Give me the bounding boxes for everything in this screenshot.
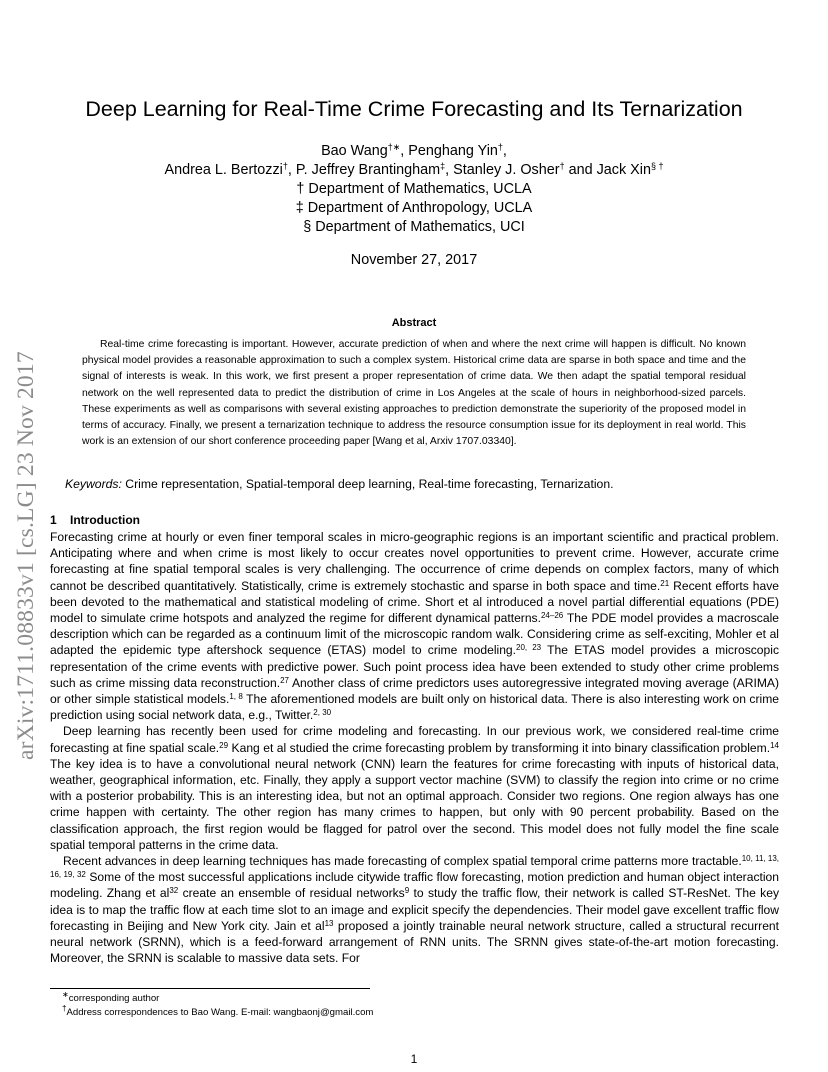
citation-reference: 24–26	[540, 611, 564, 621]
affiliation-mark: †	[497, 142, 503, 152]
footnote-correspondence-address	[62, 1006, 373, 1020]
affiliation-ucla-anthropology: ‡ Department of Anthropology, UCLA	[295, 200, 533, 216]
citation-reference: 29	[219, 740, 229, 750]
text-run: Some of the most successful applications include citywide traffic flow forecasting, motion prediction and human object interaction modeling. Zhang et al	[50, 870, 779, 901]
affiliation-mark: ‡	[440, 161, 446, 171]
author-name: Jack Xin	[596, 162, 651, 178]
arxiv-identifier-stamp: arXiv:1711.08833v1 [cs.LG] 23 Nov 2017	[13, 351, 39, 760]
section-title: Introduction	[70, 513, 140, 527]
text-run: Another class of crime predictors uses autoregressive integrated moving average (ARIMA) or other simple statistical models.	[50, 675, 780, 707]
section-heading-introduction	[50, 513, 140, 527]
footnote-text: Address correspondences to Bao Wang. E-mail: wangbaonj@gmail.com	[66, 1007, 374, 1018]
abstract-heading: Abstract	[391, 317, 437, 329]
publication-date: November 27, 2017	[350, 252, 478, 268]
footnote-divider	[50, 988, 370, 989]
author-name: Bao Wang	[321, 143, 388, 159]
paragraph	[50, 529, 779, 723]
text-run: Recent advances in deep learning techniques has made forecasting of complex spatial temporal crime patterns more tractable.	[63, 854, 742, 869]
author-separator: ,	[287, 162, 296, 178]
text-run: The PDE model provides a macroscale description which can be regarded as a continuum limit of the microscopic random walk. Considering crime as self-exciting, Mohler et al adapted the epidemic type aftershock sequence (ETAS) model to crime modeling.	[50, 611, 779, 658]
citation-reference: 32	[169, 886, 179, 896]
text-run: proposed a jointly trainable neural network structure, called a structural recurrent neural network (SRNN), which is a feed-forward arrangement of RNN units. The SRNN gives state-of-the-art motion forecasting. Moreover, the SRNN is scalable to massive data sets. For	[50, 918, 780, 966]
author-line-1	[0, 142, 828, 161]
author-line-2	[0, 161, 828, 180]
footnote-mark: ∗	[62, 990, 69, 999]
text-run: The aforementioned models are built only on historical data. There is also interesting work on crime prediction using social network data, e.g., Twitter.	[50, 692, 779, 723]
paragraph	[50, 723, 779, 853]
author-separator: ,	[445, 162, 454, 178]
author-separator: and	[564, 162, 597, 178]
keywords-line	[65, 477, 785, 491]
section-number: 1	[50, 513, 57, 527]
author-block	[0, 142, 828, 237]
text-run: create an ensemble of residual networks	[178, 886, 405, 901]
abstract-body: Real-time crime forecasting is important. However, accurate prediction of when and where the next crime will happen is difficult. No known physical model provides a reasonable approximation to such a complex system. Historical crime data are sparse in both space and time and the signal of interests is weak. In this work, we first present a proper representation of crime data. We then adapt the spatial temporal residual network on the well represented data to predict the distribution of crime in Los Angeles at the scale of hours in neighborhood-sized parcels. These experiments as well as comparisons with several existing approaches to prediction demonstrate the superiority of the proposed model in terms of accuracy. Finally, we present a ternarization technique to address the resource consumption issue for its deployment in real world. This work is an extension of our short conference proceeding paper [Wang et al, Arxiv 1707.03340].	[82, 339, 746, 448]
author-separator: ,	[400, 143, 409, 159]
page-number: 1	[410, 1052, 418, 1066]
text-run: The key idea is to have a convolutional neural network (CNN) learn the features for crime forecasting with inputs of historical data, weather, geographical information, etc. Finally, they apply a support vector machine (SVM) to classify the region into crime or no crime with a posterior probability. This is an interesting idea, but not an optimal approach. Consider two regions. One region always has one crime happen with certainty. The other region has many crimes to happen, but only with 90 percent probability. Based on the classification approach, the first region would be flagged for patrol over the second. This model does not fully model the fine scale spatial temporal patterns in the crime data.	[50, 756, 779, 852]
citation-reference: 1, 8	[229, 692, 243, 702]
citation-reference: 21	[660, 578, 670, 588]
affiliation-mark: †	[559, 161, 565, 171]
footnote-mark: †	[62, 1004, 67, 1013]
text-run: Deep learning has recently been used for crime modeling and forecasting. In our previous work, we considered real-time crime forecasting at fine spatial scale.	[50, 724, 779, 755]
text-run: Recent efforts have been devoted to the mathematical and statistical modeling of crime. Short et al introduced a novel partial differential equations (PDE) model to simulate crime hotspots and analyzed the regime for different dynamical patterns.	[50, 578, 779, 626]
citation-reference: 2, 30	[313, 708, 332, 718]
author-name: Andrea L. Bertozzi	[164, 162, 283, 178]
citation-reference: 10, 11, 13, 16, 19, 32	[50, 854, 780, 880]
citation-reference: 13	[324, 918, 334, 928]
author-name: Penghang Yin	[408, 143, 498, 159]
citation-reference: 14	[770, 740, 779, 750]
citation-reference: 20, 23	[516, 643, 542, 653]
affiliation-mark: †∗	[387, 142, 401, 152]
footnotes	[62, 992, 373, 1020]
text-run: Kang et al studied the crime forecasting problem by transforming it into binary classification problem.	[228, 740, 771, 755]
paragraph	[50, 853, 779, 966]
footnote-text: corresponding author	[68, 993, 160, 1004]
keywords-label: Keywords:	[65, 477, 122, 491]
text-run: The ETAS model provides a microscopic representation of the crime events with predictive power. Such point process idea have been extended to study other crime problems such as crime missing data reconstruction.	[50, 643, 779, 690]
author-name: P. Jeffrey Brantingham	[295, 162, 441, 178]
keywords-text: Crime representation, Spatial-temporal deep learning, Real-time forecasting, Ternarization.	[121, 477, 614, 491]
author-name: Stanley J. Osher	[453, 162, 560, 178]
citation-reference: 27	[280, 675, 289, 685]
affiliation-ucla-math: † Department of Mathematics, UCLA	[296, 181, 532, 197]
affiliation-uci-math: § Department of Mathematics, UCI	[303, 219, 525, 235]
author-separator: ,	[502, 143, 507, 159]
footnote-corresponding-author	[62, 992, 373, 1006]
affiliation-mark: § †	[650, 161, 664, 171]
affiliation-mark: †	[282, 161, 288, 171]
citation-reference: 9	[404, 886, 410, 896]
introduction-body	[50, 529, 779, 966]
text-run: to study the traffic flow, their network is called ST-ResNet. The key idea is to map the traffic flow at each time slot to an image and explicit specify the dependencies. Their model gave excellent traffic flow forecasting in Beijing and New York city. Jain et al	[50, 886, 779, 933]
text-run: Forecasting crime at hourly or even finer temporal scales in micro-geographic regions is an important scientific and practical problem. Anticipating where and when crime is most likely to occur creates novel opportunities to prevent crime. However, accurate crime forecasting at fine spatial temporal scales is very challenging. The occurrence of crime depends on complex factors, many of which cannot be described quantitatively. Statistically, crime is extremely stochastic and sparse in both space and time.	[50, 530, 779, 593]
paper-title: Deep Learning for Real-Time Crime Forecasting and Its Ternarization	[85, 97, 743, 121]
